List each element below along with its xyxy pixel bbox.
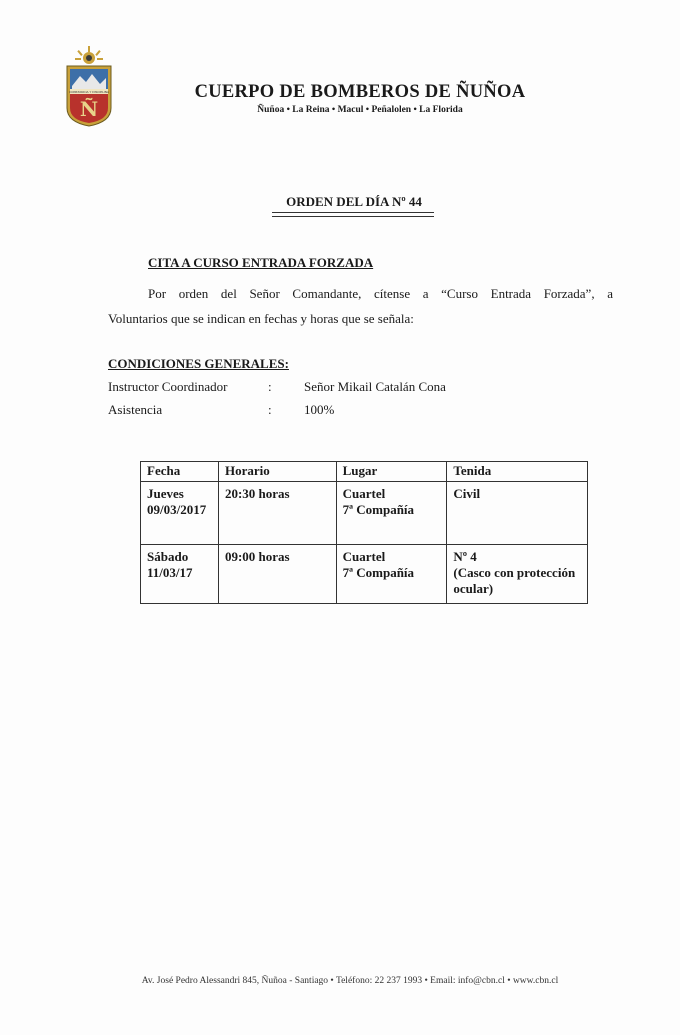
cell-fecha: Sábado 11/03/17 [141,545,219,604]
condition-value: Señor Mikail Catalán Cona [304,379,446,394]
cell-horario: 20:30 horas [218,482,336,545]
cell-lugar: Cuartel 7ª Compañía [336,482,447,545]
condition-separator: : [268,379,272,394]
condition-label: Instructor Coordinador [108,379,228,394]
table-header-row [141,462,588,482]
condition-separator: : [268,402,272,417]
condition-label: Asistencia [108,402,163,417]
table-row [141,545,588,604]
schedule-table [140,461,588,604]
header-tenida: Tenida [447,462,588,482]
body-paragraph-line1: Por orden del Señor Comandante, cítense a “Curso Entrada Forzada”, a [148,286,613,301]
svg-text:Ñ: Ñ [79,97,99,121]
header-fecha: Fecha [141,462,219,482]
cell-horario: 09:00 horas [218,545,336,604]
svg-text:CONSTANCIA Y DISCIPLINA: CONSTANCIA Y DISCIPLINA [68,90,110,94]
organization-name: CUERPO DE BOMBEROS DE ÑUÑOA [194,82,526,102]
title-underline-rule [272,212,434,217]
cell-fecha: Jueves 09/03/2017 [141,482,219,545]
table-row [141,482,588,545]
conditions-title: CONDICIONES GENERALES: [108,356,289,371]
order-title: ORDEN DEL DÍA Nº 44 [286,194,422,209]
organization-communes: Ñuñoa • La Reina • Macul • Peñalolen • La Florida [257,105,463,115]
body-paragraph-line2: Voluntarios que se indican en fechas y horas que se señala: [108,311,414,326]
footer-contact: Av. José Pedro Alessandri 845, Ñuñoa - Santiago • Teléfono: 22 237 1993 • Email: info@cbn.cl • www.cbn.cl [141,976,559,986]
header-lugar: Lugar [336,462,447,482]
section-title: CITA A CURSO ENTRADA FORZADA [148,255,374,270]
cell-tenida: Nº 4 (Casco con protección ocular) [447,545,588,604]
condition-value: 100% [304,402,335,417]
cell-lugar: Cuartel 7ª Compañía [336,545,447,604]
cell-tenida: Civil [447,482,588,545]
header-horario: Horario [218,462,336,482]
